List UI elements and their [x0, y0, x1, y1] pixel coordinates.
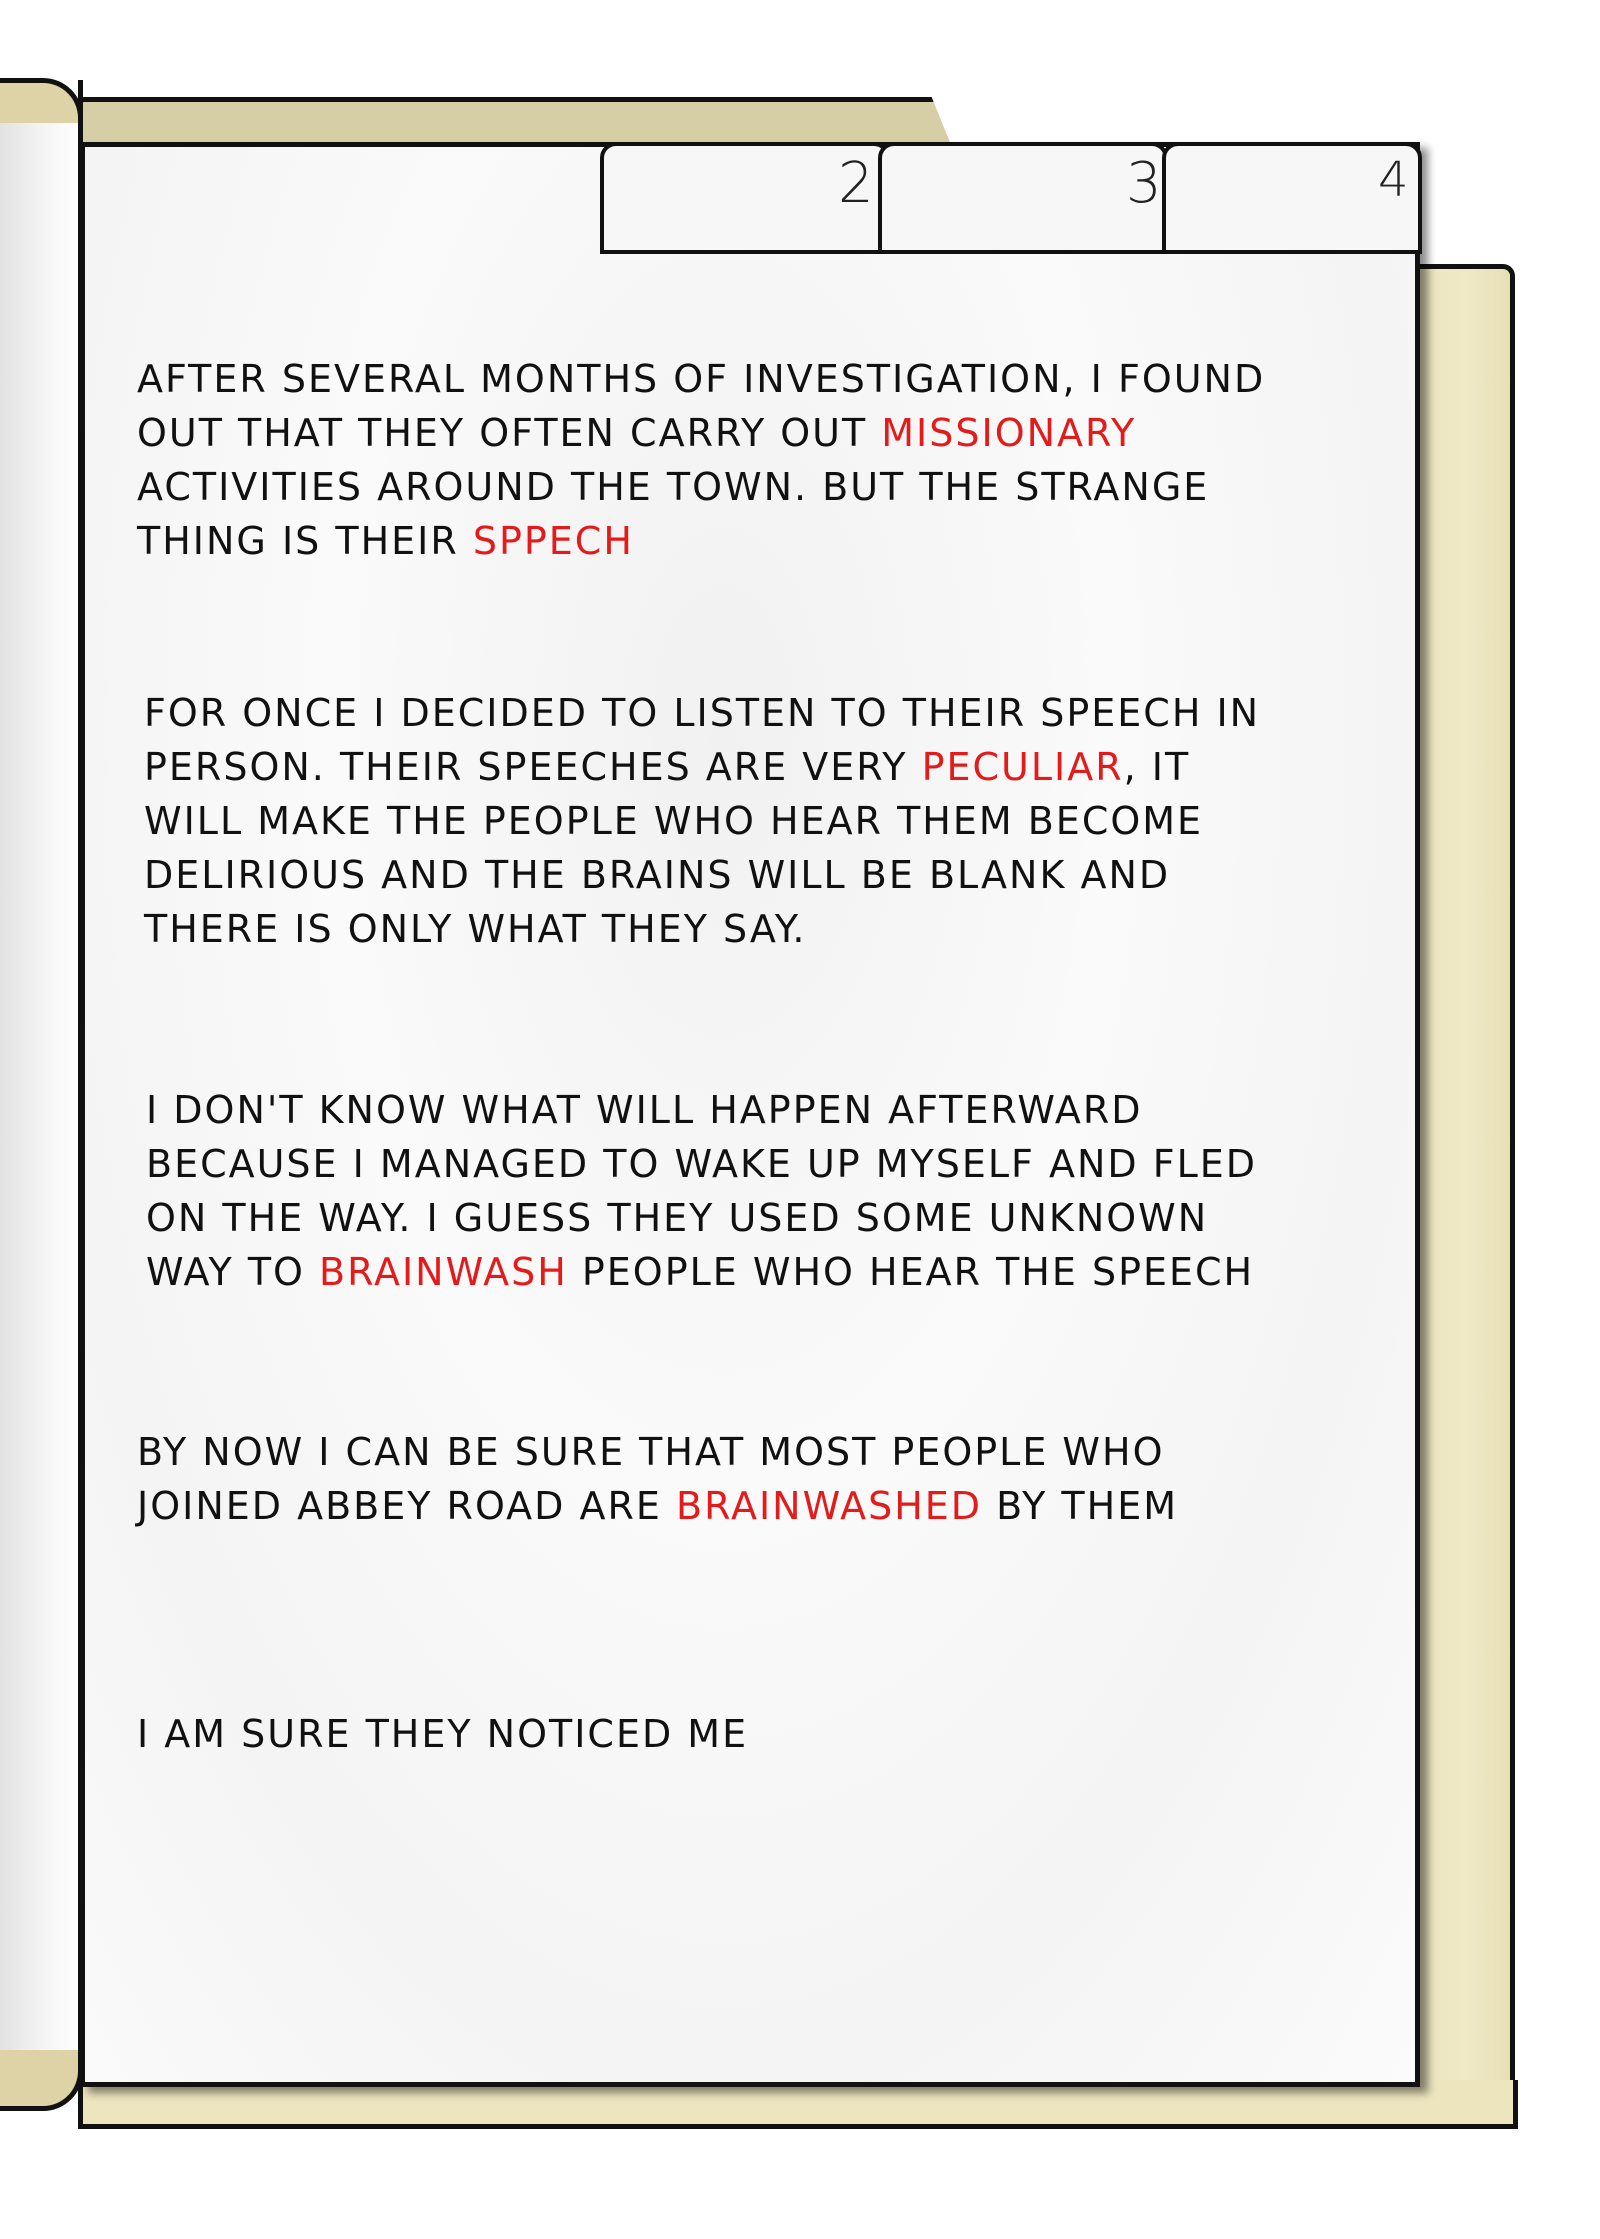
text-line: WILL MAKE THE PEOPLE WHO HEAR THEM BECOME: [144, 799, 1204, 843]
text-line: I AM SURE THEY NOTICED ME: [137, 1712, 749, 1756]
highlight-peculiar: PECULIAR: [921, 745, 1124, 789]
text-line: [144, 740, 1260, 794]
tab-label-4: 4: [1378, 152, 1409, 208]
text-line: [146, 1245, 1257, 1299]
text-line: AFTER SEVERAL MONTHS OF INVESTIGATION, I FOUND: [137, 357, 1266, 401]
text-segment: WAY TO: [146, 1250, 320, 1294]
text-segment: PERSON. THEIR SPEECHES ARE VERY: [144, 745, 922, 789]
text-segment: BY THEM: [982, 1484, 1178, 1528]
highlight-brainwash: BRAINWASH: [319, 1250, 568, 1294]
text-line: ACTIVITIES AROUND THE TOWN. BUT THE STRANGE: [137, 465, 1210, 509]
tab-label-3: 3: [1126, 151, 1162, 216]
highlight-sppech: SPPECH: [472, 519, 634, 563]
text-line: FOR ONCE I DECIDED TO LISTEN TO THEIR SPEECH IN: [144, 691, 1261, 735]
paragraph-investigation: [137, 352, 1265, 568]
text-line: [137, 406, 1265, 460]
text-line: DELIRIOUS AND THE BRAINS WILL BE BLANK AND: [144, 853, 1171, 897]
text-segment: , IT: [1123, 745, 1191, 789]
text-segment: PEOPLE WHO HEAR THE SPEECH: [567, 1250, 1255, 1294]
highlight-brainwashed: BRAINWASHED: [676, 1484, 983, 1528]
text-line: [137, 514, 1265, 568]
paragraph-noticed: [137, 1707, 748, 1761]
folder-bottom-edge: [78, 2080, 1518, 2129]
tab-label-2: 2: [838, 151, 874, 216]
text-segment: OUT THAT THEY OFTEN CARRY OUT: [137, 411, 882, 455]
text-line: ON THE WAY. I GUESS THEY USED SOME UNKNOWN: [146, 1196, 1209, 1240]
tab-page-3[interactable]: [878, 142, 1168, 254]
text-line: I DON'T KNOW WHAT WILL HAPPEN AFTERWARD: [146, 1088, 1143, 1132]
paragraph-speech: [144, 686, 1260, 956]
paragraph-abbey-road: [137, 1425, 1178, 1533]
text-line: [137, 1479, 1178, 1533]
text-segment: JOINED ABBEY ROAD ARE: [137, 1484, 677, 1528]
book-spine: [0, 80, 83, 2110]
text-line: BY NOW I CAN BE SURE THAT MOST PEOPLE WHO: [137, 1430, 1165, 1474]
highlight-missionary: MISSIONARY: [881, 411, 1137, 455]
paragraph-afterward: [146, 1083, 1257, 1299]
text-line: THERE IS ONLY WHAT THEY SAY.: [144, 907, 807, 951]
text-segment: THING IS THEIR: [137, 519, 473, 563]
text-line: BECAUSE I MANAGED TO WAKE UP MYSELF AND FLED: [146, 1142, 1258, 1186]
